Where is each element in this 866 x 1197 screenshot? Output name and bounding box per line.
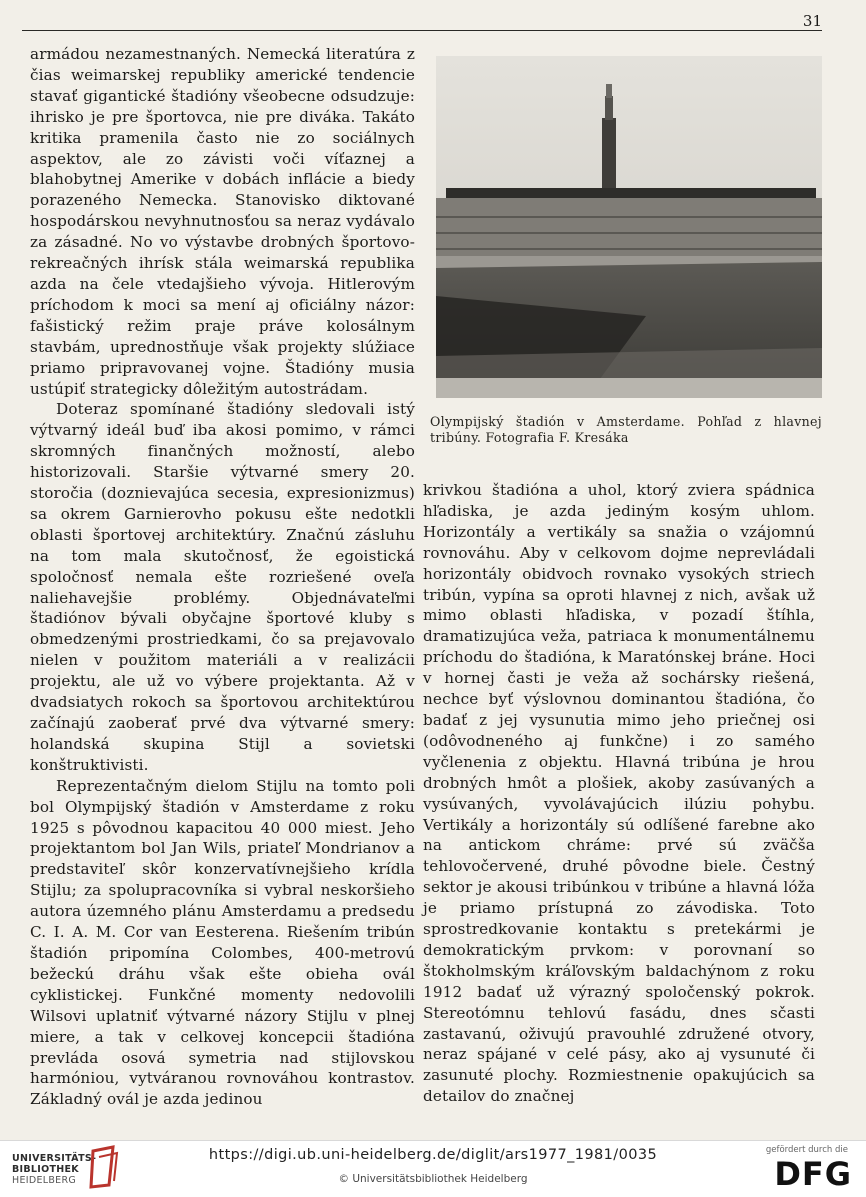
- photo-caption: Olympijský štadión v Amsterdame. Pohľad z hlavnej tribúny. Fotografia F. Kresáka: [430, 414, 822, 445]
- paragraph: krivkou štadióna a uhol, ktorý zviera spádnica hľadiska, je azda jediným kosým uhlom. Horizontály a vertikály sa snažia o vzájomnú rovnováhu. Aby v celkovom dojme neprevládali horizontály obidvoch rovnako vysokých striech tribún, vypína sa oproti hlavnej z nich, avšak už mimo oblasti hľadiska, v pozadí štíhla, dramatizujúca veža, patriaca k monumentálnemu príchodu do štadióna, k Maratónskej bráne. Hoci v hornej časti je veža až sochársky riešená, nechce byť výslovnou dominantou štadióna, čo badať z jej vysunutia mimo jeho priečnej osi (odôvodneného aj funkčne) i zo samého vyčlenenia z objektu. Hlavná tribúna je hrou drobných hmôt a plošiek, akoby zasúvaných a vysúvaných, vyvolávajúcich ilúziu pohybu. Vertikály a horizontály sú odlíšené farebne ako na antickom chráme: prvé sú zväčša tehlovočervené, druhé pôvodne biele. Čestný sektor je akousi tribúnkou v tribúne a hlavná lóža je priamo prístupná zo závodiska. Toto sprostredkovanie kontaktu s pretekármi je demokratickým prvkom: v porovnaní so štokholmským kráľovským baldachýnom z roku 1912 badať už výrazný spoločenský pokrok. Stereotómnu tehlovú fasádu, dnes sčasti zastavanú, oživujú pravouhlé združené otvory, neraz spájané v celé pásy, ako aj vysunuté či zasunuté plochy. Rozmiestnenie opakujúcich sa detailov do značnej: [423, 481, 815, 1106]
- permalink-url[interactable]: https://digi.ub.uni-heidelberg.de/diglit/ars1977_1981/0035: [208, 1147, 658, 1163]
- paragraph: Doteraz spomínané štadióny sledovali istý výtvarný ideál buď iba akosi pomimo, v rámci skromných finančných možností, alebo historizovali. Staršie výtvarné smery 20. storočia (doznievajúca secesia, expresionizmus) sa okrem Garnierovho pokusu ešte nedotkli oblasti športovej architektúry. Značnú zásluhu na tom mala skutočnosť, že egoistická spoločnosť nemala ešte rozriešené oveľa naliehavejšie problémy. Objednávateľmi štadiónov bývali obyčajne športové kluby s obmedzenými prostriedkami, čo sa prejavovalo nielen v použitom materiáli a v realizácii projektu, ale už vo výbere projektanta. Až v dvadsiatych rokoch sa športovou architektúrou začínajú zaoberať prvé dva výtvarné smery: holandská skupina Stijl a sovietski konštruktivisti.: [30, 400, 415, 774]
- footer-bar: [0, 1140, 866, 1197]
- paragraph: armádou nezamestnaných. Nemecká literatúra z čias weimarskej republiky americké tendencie stavať gigantické štadióny všeobecne odsudzuje: ihrisko je pre športovca, nie pre diváka. Takáto kritika pramenila často nie zo sociálnych aspektov, ale zo závisti voči víťaznej a blahobytnej Amerike v dobách inflácie a biedy porazeného Nemecka. Stanovisko diktované hospodárskou nevyhnutnosťou sa neraz vydávalo za zásadné. No vo výstavbe drobných športovo-rekreačných ihrísk stála weimarská republika azda na čele vtedajšieho vývoja. Hitlerovým príchodom k moci sa mení aj oficiálny názor: fašistický režim praje práve kolosálnym stavbám, uprednostňuje však projekty slúžiace priamo pripravovanej vojne. Štadióny musia ustúpiť strategicky dôležitým autostrádam.: [30, 45, 415, 398]
- right-text-column: [423, 480, 815, 1107]
- paragraph: Reprezentačným dielom Stijlu na tomto poli bol Olympijský štadión v Amsterdame z roku 1925 s pôvodnou kapacitou 40 000 miest. Jeho projektantom bol Jan Wils, priateľ Mondrianov a predstaviteľ skôr konzervatívnejšieho krídla Stijlu; za spolupracovníka si vybral neskoršieho autora územného plánu Amsterdamu a predsedu C. I. A. M. Cor van Eesterena. Riešením tribún štadión pripomína Colombes, 400-metrovú bežeckú dráhu však ešte obieha ovál cyklistickej. Funkčné momenty nedovolili Wilsovi uplatniť výtvarné názory Stijlu v plnej miere, a tak v celkovej koncepcii štadióna prevláda osová symetria nad stijlovskou harmóniou, vytváranou rovnováhou kontrastov. Základný ovál je azda jedinou: [30, 776, 415, 1109]
- left-text-column: [30, 44, 415, 1110]
- copyright-text: © Universitätsbibliothek Heidelberg: [338, 1173, 528, 1185]
- logo-line: HEIDELBERG: [12, 1175, 77, 1186]
- logo-line: UNIVERSITÄTS-: [12, 1153, 97, 1164]
- sponsor-note: gefördert durch die: [765, 1145, 848, 1155]
- logo-line: BIBLIOTHEK: [12, 1164, 79, 1175]
- dfg-logo: DFG: [774, 1155, 852, 1193]
- header-rule: [22, 30, 822, 31]
- stadium-photo: [436, 56, 822, 398]
- page-number: 31: [802, 12, 822, 30]
